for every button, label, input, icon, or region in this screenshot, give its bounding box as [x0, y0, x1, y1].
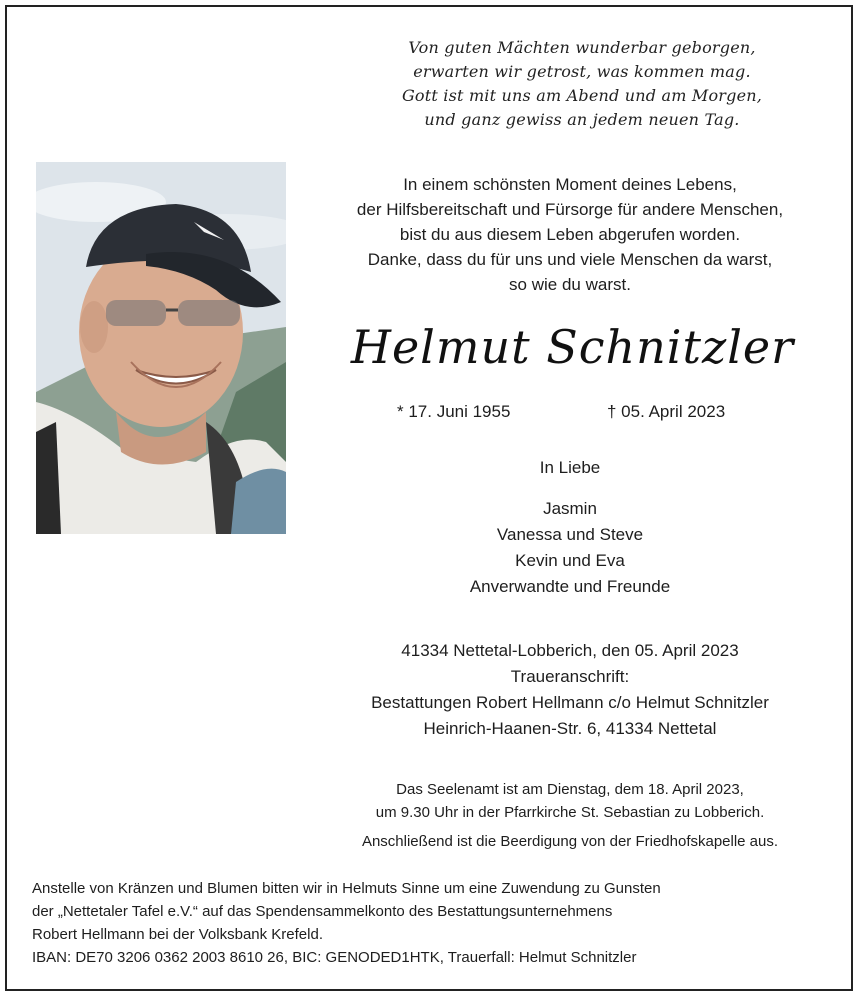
poem-line: Von guten Mächten wunderbar geborgen, — [408, 38, 756, 57]
donation-line: IBAN: DE70 3206 0362 2003 8610 26, BIC: GENODED1HTK, Trauerfall: Helmut Schnitzler — [32, 949, 637, 966]
deceased-name: Helmut Schnitzler — [350, 320, 795, 374]
portrait-photo — [36, 162, 286, 534]
poem — [312, 36, 852, 132]
family-member: Anverwandte und Freunde — [469, 577, 671, 596]
mourning-address — [300, 638, 840, 742]
donation-info — [32, 877, 832, 969]
address-line: Traueranschrift: — [510, 667, 630, 686]
donation-line: der „Nettetaler Tafel e.V.“ auf das Spendensammelkonto des Bestattungsunternehmens — [32, 903, 613, 920]
family-list — [300, 496, 840, 600]
intro-line: so wie du warst. — [509, 275, 631, 294]
family-member: Kevin und Eva — [515, 551, 625, 570]
address-line: Heinrich-Haanen-Str. 6, 41334 Nettetal — [423, 719, 717, 738]
obituary-frame — [5, 5, 853, 991]
address-line: Bestattungen Robert Hellmann c/o Helmut Schnitzler — [371, 693, 769, 712]
poem-line: Gott ist mit uns am Abend und am Morgen, — [401, 86, 763, 105]
poem-line: und ganz gewiss an jedem neuen Tag. — [424, 110, 740, 129]
donation-line: Anstelle von Kränzen und Blumen bitten wir in Helmuts Sinne um eine Zuwendung zu Gunsten — [32, 880, 661, 897]
address-line: 41334 Nettetal-Lobberich, den 05. April 2023 — [401, 641, 739, 660]
burial-info: Anschließend ist die Beerdigung von der Friedhofskapelle aus. — [361, 833, 779, 850]
death-date: † 05. April 2023 — [607, 402, 726, 421]
in-love-label: In Liebe — [539, 458, 601, 477]
intro-line: bist du aus diesem Leben abgerufen worden. — [399, 225, 741, 244]
intro-line: Danke, dass du für uns und viele Menschen da warst, — [367, 250, 773, 269]
intro-text — [310, 172, 830, 297]
intro-line: In einem schönsten Moment deines Lebens, — [403, 175, 737, 194]
family-member: Vanessa und Steve — [496, 525, 644, 544]
donation-line: Robert Hellmann bei der Volksbank Krefeld. — [32, 926, 323, 943]
intro-line: der Hilfsbereitschaft und Fürsorge für andere Menschen, — [356, 200, 784, 219]
service-info — [300, 778, 840, 824]
service-line: um 9.30 Uhr in der Pfarrkirche St. Sebastian zu Lobberich. — [375, 804, 765, 821]
family-member: Jasmin — [543, 499, 597, 518]
portrait-image — [36, 162, 286, 534]
service-line: Das Seelenamt ist am Dienstag, dem 18. April 2023, — [396, 781, 744, 798]
poem-line: erwarten wir getrost, was kommen mag. — [413, 62, 751, 81]
birth-date: * 17. Juni 1955 — [397, 402, 511, 421]
